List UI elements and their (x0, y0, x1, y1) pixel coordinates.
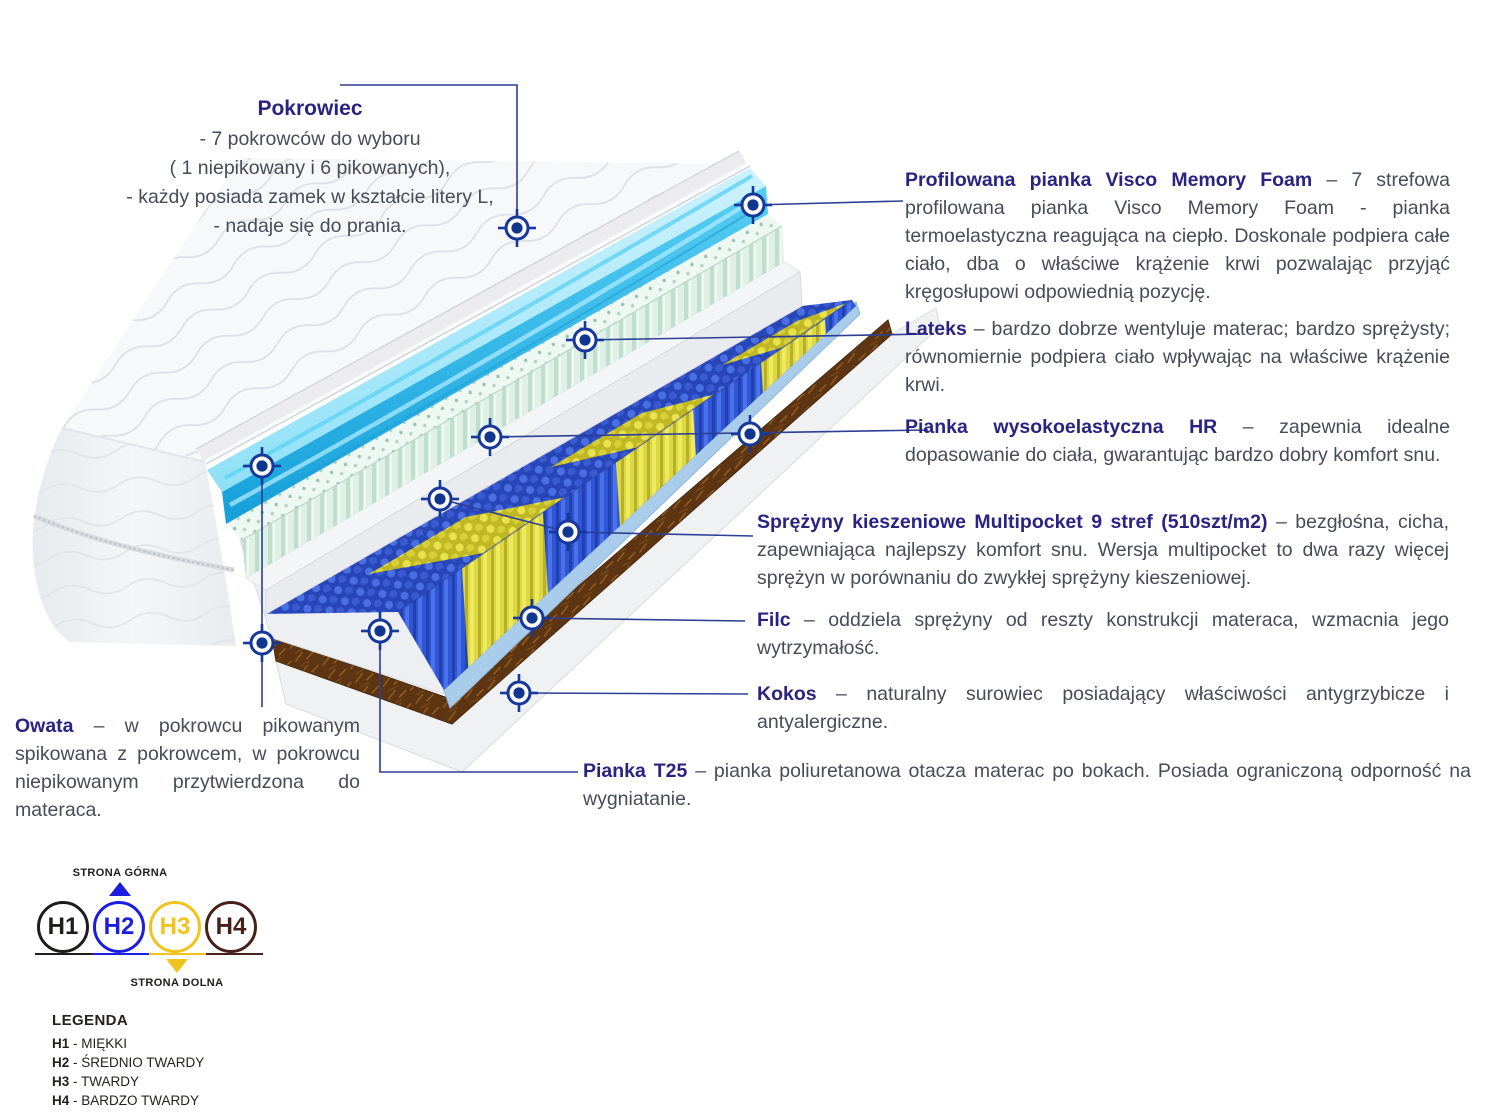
pokrowiec-line: ( 1 niepikowany i 6 pikowanych), (169, 157, 451, 179)
pokrowiec-title: Pokrowiec (257, 97, 363, 120)
pokrowiec-line: - każdy posiada zamek w kształcie litery L, (126, 186, 494, 208)
hardness-top-label: STRONA GÓRNA (72, 867, 168, 879)
legend-item: H2 - ŚREDNIO TWARDY (52, 1055, 205, 1070)
hardness-circle-h1: H1 (37, 901, 89, 953)
label-t25 (583, 757, 1471, 813)
hardness-rule (35, 953, 263, 955)
hardness-scale (37, 901, 257, 953)
hr-body: – zapewnia idealne dopasowanie do ciała, gwarantując bardzo dobry komfort snu. (905, 416, 1450, 466)
legend-item: H1 - MIĘKKI (52, 1036, 128, 1051)
hardness-bottom-label: STRONA DOLNA (130, 977, 224, 989)
t25-title: Pianka T25 (583, 760, 688, 782)
legend-title: LEGENDA (52, 1012, 129, 1029)
hardness-circle-h3: H3 (149, 901, 201, 953)
pokrowiec-line: - 7 pokrowców do wyboru (199, 128, 421, 150)
lateks-title: Lateks (905, 318, 967, 340)
hardness-circle-h2: H2 (93, 901, 145, 953)
filc-title: Filc (757, 609, 791, 631)
hardness-circle-h4: H4 (205, 901, 257, 953)
legend-item: H4 - BARDZO TWARDY (52, 1093, 200, 1108)
leader-kokos (519, 693, 748, 694)
label-hr (905, 413, 1450, 469)
label-filc (757, 606, 1449, 662)
owata-title: Owata (15, 715, 74, 737)
label-owata (15, 712, 360, 824)
label-visco (905, 166, 1450, 306)
kokos-title: Kokos (757, 683, 817, 705)
triangle-up-icon (109, 882, 131, 896)
legend-item: H3 - TWARDY (52, 1074, 140, 1089)
t25-body: – pianka poliuretanowa otacza materac po bokach. Posiada ograniczoną odporność na wygniatanie. (583, 760, 1471, 810)
visco-body: – 7 strefowa profilowana pianka Visco Memory Foam - pianka termoelastyczna reagująca na ciepło. Doskonale podpiera całe ciało, dba o właściwe krążenie krwi pozwalając przyjąć kręgosłupowi odpowiednią pozycję. (905, 169, 1450, 303)
label-sprezyny (757, 508, 1449, 592)
hr-title: Pianka wysokoelastyczna HR (905, 416, 1218, 438)
label-pokrowiec (80, 94, 540, 241)
filc-body: – oddziela sprężyny od reszty konstrukcji materaca, wzmacnia jego wytrzymałość. (757, 609, 1449, 659)
visco-title: Profilowana pianka Visco Memory Foam (905, 169, 1313, 191)
pokrowiec-line: - nadaje się do prania. (213, 215, 407, 237)
lateks-body: – bardzo dobrze wentyluje materac; bardzo sprężysty; równomiernie podpiera ciało wpływając na właściwe krążenie krwi. (905, 318, 1450, 396)
triangle-down-icon (166, 959, 188, 973)
label-lateks (905, 315, 1450, 399)
owata-body: – w pokrowcu pikowanym spikowana z pokrowcem, w pokrowcu niepikowanym przytwierdzona do materaca. (15, 715, 360, 821)
leader-visco (753, 201, 903, 205)
label-kokos (757, 680, 1449, 736)
sprezyny-body: – bezgłośna, cicha, zapewniająca najlepszy komfort snu. Wersja multipocket to dwa razy więcej sprężyn w porównaniu do zwykłej sprężyny kieszeniowej. (757, 511, 1449, 589)
sprezyny-title: Sprężyny kieszeniowe Multipocket 9 stref (510szt/m2) (757, 511, 1268, 533)
legend (52, 1012, 204, 1110)
kokos-body: – naturalny surowiec posiadający właściwości antygrzybicze i antyalergiczne. (757, 683, 1449, 733)
